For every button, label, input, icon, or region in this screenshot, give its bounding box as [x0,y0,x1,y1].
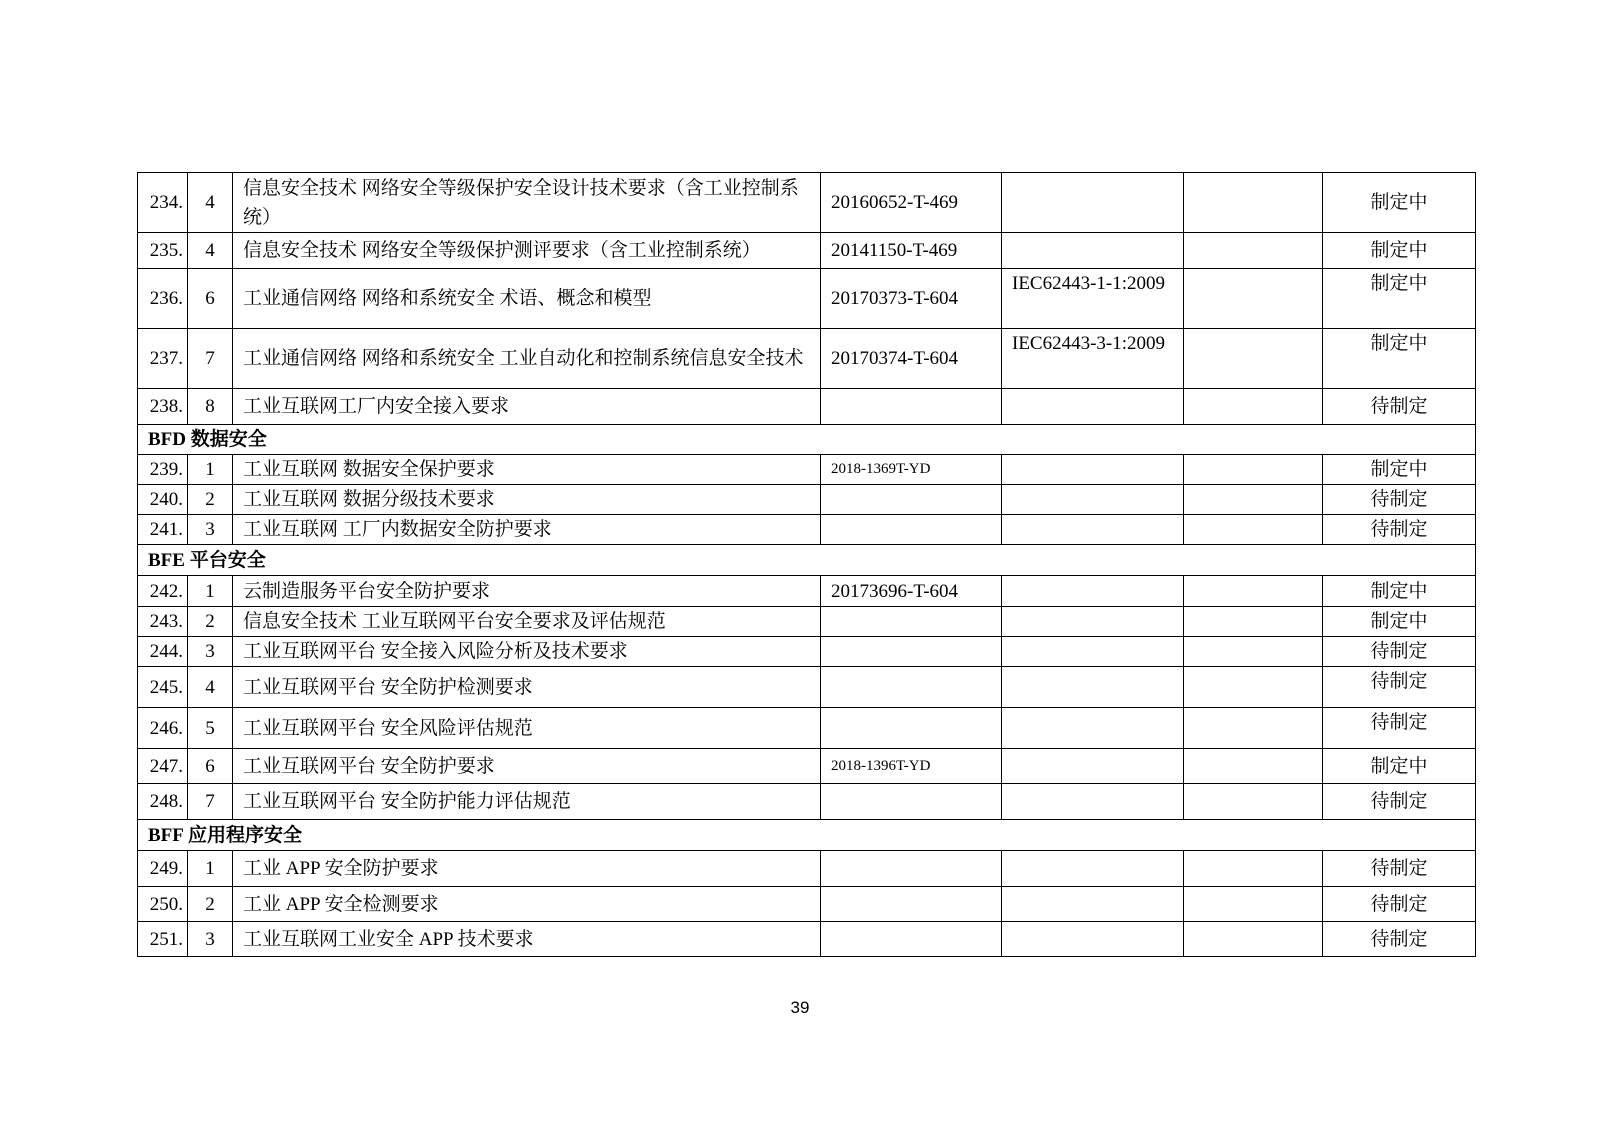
section-header-row [138,545,1476,576]
status-cell: 待制定 [1323,887,1476,922]
table-row [138,485,1476,515]
empty-cell [1184,667,1323,708]
table-row [138,637,1476,667]
standard-name: 工业互联网平台 安全风险评估规范 [233,708,821,749]
row-number: 3 [188,637,233,667]
table-row [138,749,1476,784]
table-row [138,173,1476,233]
row-number: 2 [188,607,233,637]
table-row [138,922,1476,957]
reference-standard [1002,173,1184,233]
reference-standard [1002,233,1184,269]
table-row [138,851,1476,887]
table-row [138,576,1476,607]
status-cell: 制定中 [1323,576,1476,607]
status-cell: 待制定 [1323,708,1476,749]
table-row [138,329,1476,389]
status-cell: 待制定 [1323,389,1476,425]
table-row [138,784,1476,820]
plan-code [821,708,1002,749]
reference-standard [1002,515,1184,545]
status-cell: 制定中 [1323,607,1476,637]
plan-code [821,637,1002,667]
standards-table [137,172,1476,957]
table-row [138,269,1476,329]
plan-code: 20170374-T-604 [821,329,1002,389]
empty-cell [1184,455,1323,485]
table-row [138,389,1476,425]
row-number: 7 [188,784,233,820]
standard-name: 工业互联网平台 安全防护要求 [233,749,821,784]
row-number: 3 [188,922,233,957]
empty-cell [1184,851,1323,887]
row-index: 234. [138,173,188,233]
section-code: BFE [148,549,185,571]
standard-name: 工业互联网工厂内安全接入要求 [233,389,821,425]
table-row [138,667,1476,708]
status-cell: 制定中 [1323,269,1476,329]
standard-name: 信息安全技术 网络安全等级保护安全设计技术要求（含工业控制系统） [233,173,821,233]
plan-code: 20160652-T-469 [821,173,1002,233]
section-title: 应用程序安全 [187,824,302,846]
row-number: 4 [188,173,233,233]
row-number: 1 [188,576,233,607]
status-cell: 待制定 [1323,667,1476,708]
section-code: BFD [148,429,186,450]
row-number: 1 [188,455,233,485]
status-cell: 待制定 [1323,637,1476,667]
reference-standard [1002,708,1184,749]
empty-cell [1184,784,1323,820]
row-index: 247. [138,749,188,784]
reference-standard [1002,667,1184,708]
row-number: 7 [188,329,233,389]
reference-standard [1002,576,1184,607]
plan-code [821,887,1002,922]
table-body [138,173,1476,957]
row-index: 249. [138,851,188,887]
standard-name: 工业互联网 数据安全保护要求 [233,455,821,485]
reference-standard [1002,749,1184,784]
standard-name: 工业互联网平台 安全防护检测要求 [233,667,821,708]
section-header-row [138,425,1476,455]
table-row [138,515,1476,545]
row-index: 250. [138,887,188,922]
reference-standard [1002,851,1184,887]
row-number: 2 [188,887,233,922]
row-index: 242. [138,576,188,607]
standard-name: 信息安全技术 网络安全等级保护测评要求（含工业控制系统） [233,233,821,269]
reference-standard [1002,784,1184,820]
row-index: 235. [138,233,188,269]
empty-cell [1184,329,1323,389]
reference-standard [1002,887,1184,922]
status-cell: 待制定 [1323,922,1476,957]
section-header [138,820,1476,851]
section-header [138,545,1476,576]
row-number: 4 [188,233,233,269]
standard-name: 工业互联网平台 安全防护能力评估规范 [233,784,821,820]
status-cell: 待制定 [1323,515,1476,545]
section-header-row [138,820,1476,851]
standard-name: 工业互联网 工厂内数据安全防护要求 [233,515,821,545]
standard-name: 工业互联网 数据分级技术要求 [233,485,821,515]
plan-code: 20173696-T-604 [821,576,1002,607]
table-row [138,887,1476,922]
status-cell: 制定中 [1323,749,1476,784]
plan-code: 2018-1369T-YD [821,455,1002,485]
plan-code: 20170373-T-604 [821,269,1002,329]
row-number: 5 [188,708,233,749]
empty-cell [1184,607,1323,637]
row-index: 239. [138,455,188,485]
empty-cell [1184,485,1323,515]
standard-name: 工业 APP 安全检测要求 [233,887,821,922]
standard-name: 工业互联网工业安全 APP 技术要求 [233,922,821,957]
row-index: 236. [138,269,188,329]
row-index: 243. [138,607,188,637]
empty-cell [1184,269,1323,329]
plan-code [821,515,1002,545]
status-cell: 待制定 [1323,485,1476,515]
empty-cell [1184,637,1323,667]
row-number: 6 [188,749,233,784]
standard-name: 云制造服务平台安全防护要求 [233,576,821,607]
reference-standard [1002,922,1184,957]
row-index: 248. [138,784,188,820]
standard-name: 工业 APP 安全防护要求 [233,851,821,887]
empty-cell [1184,922,1323,957]
reference-standard [1002,455,1184,485]
row-index: 251. [138,922,188,957]
row-number: 4 [188,667,233,708]
row-number: 3 [188,515,233,545]
standard-name: 工业通信网络 网络和系统安全 工业自动化和控制系统信息安全技术 [233,329,821,389]
plan-code: 20141150-T-469 [821,233,1002,269]
empty-cell [1184,173,1323,233]
section-code: BFF [148,824,184,846]
row-number: 8 [188,389,233,425]
reference-standard: IEC62443-1-1:2009 [1002,269,1184,329]
plan-code [821,389,1002,425]
plan-code [821,607,1002,637]
plan-code [821,485,1002,515]
empty-cell [1184,576,1323,607]
empty-cell [1184,233,1323,269]
empty-cell [1184,515,1323,545]
row-index: 238. [138,389,188,425]
status-cell: 制定中 [1323,329,1476,389]
standard-name: 工业互联网平台 安全接入风险分析及技术要求 [233,637,821,667]
row-number: 6 [188,269,233,329]
status-cell: 制定中 [1323,173,1476,233]
reference-standard [1002,607,1184,637]
empty-cell [1184,749,1323,784]
table-row [138,607,1476,637]
row-number: 2 [188,485,233,515]
empty-cell [1184,389,1323,425]
plan-code [821,667,1002,708]
section-title: 数据安全 [190,429,267,450]
empty-cell [1184,887,1323,922]
status-cell: 待制定 [1323,851,1476,887]
standard-name: 工业通信网络 网络和系统安全 术语、概念和模型 [233,269,821,329]
reference-standard: IEC62443-3-1:2009 [1002,329,1184,389]
table-row [138,455,1476,485]
section-header [138,425,1476,455]
empty-cell [1184,708,1323,749]
plan-code [821,784,1002,820]
table-row [138,233,1476,269]
row-index: 246. [138,708,188,749]
plan-code [821,922,1002,957]
plan-code [821,851,1002,887]
reference-standard [1002,485,1184,515]
row-index: 237. [138,329,188,389]
plan-code: 2018-1396T-YD [821,749,1002,784]
page-number: 39 [790,998,810,1017]
reference-standard [1002,637,1184,667]
table-row [138,708,1476,749]
row-index: 244. [138,637,188,667]
status-cell: 待制定 [1323,784,1476,820]
row-number: 1 [188,851,233,887]
reference-standard [1002,389,1184,425]
status-cell: 制定中 [1323,233,1476,269]
standard-name: 信息安全技术 工业互联网平台安全要求及评估规范 [233,607,821,637]
row-index: 240. [138,485,188,515]
row-index: 241. [138,515,188,545]
row-index: 245. [138,667,188,708]
status-cell: 制定中 [1323,455,1476,485]
section-title: 平台安全 [189,549,266,571]
